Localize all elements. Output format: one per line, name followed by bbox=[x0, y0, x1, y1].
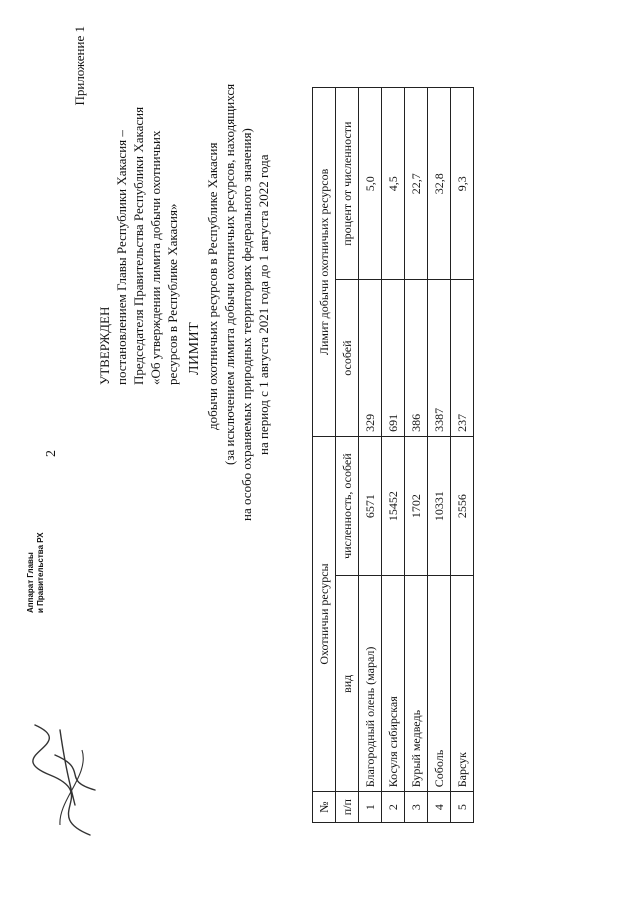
col-percent: процент от численности bbox=[336, 88, 359, 280]
row-population: 15452 bbox=[382, 436, 405, 576]
table-row bbox=[359, 88, 382, 823]
row-num: 1 bbox=[359, 792, 382, 823]
row-percent: 32,8 bbox=[428, 88, 451, 280]
row-individuals: 329 bbox=[359, 280, 382, 436]
row-percent: 5,0 bbox=[359, 88, 382, 280]
row-kind: Бурый медведь bbox=[405, 576, 428, 792]
col-limit-group: Лимит добычи охотничьих ресурсов bbox=[313, 88, 336, 437]
col-num-bottom: п/п bbox=[336, 792, 359, 823]
title-line: на период с 1 августа 2021 года до 1 августа 2022 года bbox=[256, 154, 271, 455]
table-subheader-row bbox=[336, 88, 359, 823]
row-percent: 4,5 bbox=[382, 88, 405, 280]
approval-line: Председателя Правительства Республики Хакасия bbox=[131, 106, 146, 385]
row-population: 6571 bbox=[359, 436, 382, 576]
row-individuals: 237 bbox=[451, 280, 474, 436]
row-individuals: 3387 bbox=[428, 280, 451, 436]
row-kind: Благородный олень (марал) bbox=[359, 576, 382, 792]
row-kind: Барсук bbox=[451, 576, 474, 792]
title-heading: ЛИМИТ bbox=[187, 321, 202, 375]
table-header-row bbox=[313, 88, 336, 823]
title-line: добычи охотничьих ресурсов в Республике Хакасия bbox=[205, 142, 220, 430]
row-num: 4 bbox=[428, 792, 451, 823]
row-kind: Соболь bbox=[428, 576, 451, 792]
handwritten-signature bbox=[20, 705, 110, 845]
approval-line: УТВЕРЖДЕН bbox=[97, 306, 112, 385]
row-individuals: 691 bbox=[382, 280, 405, 436]
col-population: численность, особей bbox=[336, 436, 359, 576]
row-individuals: 386 bbox=[405, 280, 428, 436]
row-num: 3 bbox=[405, 792, 428, 823]
limits-table bbox=[312, 87, 474, 823]
title-line: на особо охраняемых природных территориях федерального значения) bbox=[239, 128, 254, 521]
approval-line: ресурсов в Республике Хакасия» bbox=[165, 203, 180, 385]
row-num: 2 bbox=[382, 792, 405, 823]
table-row bbox=[428, 88, 451, 823]
col-individuals: особей bbox=[336, 280, 359, 436]
approval-block bbox=[96, 5, 181, 385]
row-percent: 22,7 bbox=[405, 88, 428, 280]
title-line: (за исключением лимита добычи охотничьих ресурсов, находящихся bbox=[222, 83, 237, 465]
office-stamp bbox=[26, 503, 46, 613]
table-row bbox=[382, 88, 405, 823]
col-resources-group: Охотничьи ресурсы bbox=[313, 436, 336, 791]
page-number: 2 bbox=[44, 450, 59, 457]
col-kind: вид bbox=[336, 576, 359, 792]
row-population: 10331 bbox=[428, 436, 451, 576]
table-row bbox=[405, 88, 428, 823]
approval-line: «Об утверждении лимита добычи охотничьих bbox=[148, 130, 163, 385]
document-title bbox=[186, 45, 272, 605]
row-population: 2556 bbox=[451, 436, 474, 576]
table-row bbox=[451, 88, 474, 823]
stamp-line: и Правительства РХ bbox=[36, 532, 45, 613]
stamp-line: Аппарат Главы bbox=[26, 552, 35, 613]
col-num-top: № bbox=[313, 792, 336, 823]
approval-line: постановлением Главы Республики Хакасия – bbox=[114, 130, 129, 385]
row-kind: Косуля сибирская bbox=[382, 576, 405, 792]
row-num: 5 bbox=[451, 792, 474, 823]
row-percent: 9,3 bbox=[451, 88, 474, 280]
row-population: 1702 bbox=[405, 436, 428, 576]
appendix-label: Приложение 1 bbox=[72, 26, 87, 106]
